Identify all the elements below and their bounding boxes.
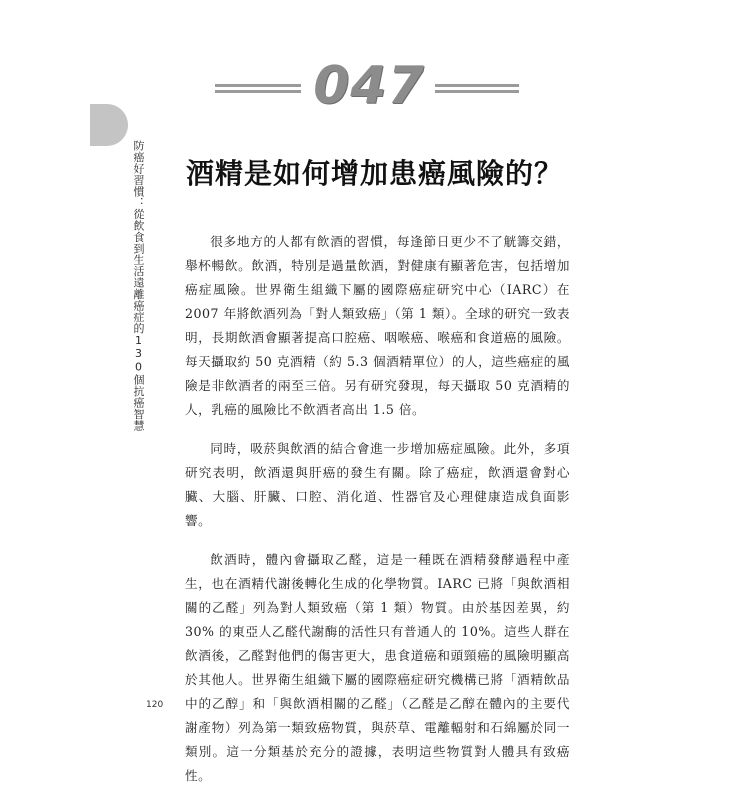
page-number: 120 [146,700,164,710]
side-tab-marker [90,104,128,146]
decorative-rule-right [435,84,519,87]
decorative-rule-right [435,90,519,93]
paragraph: 很多地方的人都有飲酒的習慣，每逢節日更少不了觥籌交錯，舉杯暢飲。飲酒，特別是過量飲酒，對健康有顯著危害，包括增加癌症風險。世界衛生組織下屬的國際癌症研究中心（IARC）在 2007 年將飲酒列為「對人類致癌」（第 1 類）。全球的研究一致表明，長期飲酒會顯著提高口腔癌、咽喉癌、喉癌和食道癌的風險。每天攝取約 50 克酒精（約 5.3 個酒精單位）的人，這些癌症的風險是非飲酒者的兩至三倍。另有研究發現，每天攝取 50 克酒精的人，乳癌的風險比不飲酒者高出 1.5 倍。 [185,234,570,417]
chapter-number-banner [215,56,520,116]
running-book-title: 防癌好習慣：從飲食到生活遠離癌症的130個抗癌智慧 [132,140,145,431]
paragraph: 同時，吸菸與飲酒的結合會進一步增加癌症風險。此外，多項研究表明，飲酒還與肝癌的發生有關。除了癌症，飲酒還會對心臟、大腦、肝臟、口腔、消化道、性器官及心理健康造成負面影響。 [185,441,570,528]
decorative-rule-left [215,84,301,87]
decorative-rule-left [215,90,301,93]
article-body [185,230,570,803]
article-title: 酒精是如何增加患癌風險的？ [186,157,564,190]
chapter-number: 047 [313,56,425,116]
paragraph: 飲酒時，體內會攝取乙醛，這是一種既在酒精發酵過程中產生，也在酒精代謝後轉化生成的化學物質。IARC 已將「與飲酒相關的乙醛」列為對人類致癌（第 1 類）物質。由於基因差異，約 30% 的東亞人乙醛代謝酶的活性只有普通人的 10%。這些人群在飲酒後，乙醛對他們的傷害更大，患食道癌和頭頸癌的風險明顯高於其他人。世界衛生組織下屬的國際癌症研究機構已將「酒精飲品中的乙醇」和「與飲酒相關的乙醛」（乙醛是乙醇在體內的主要代謝產物）列為第一類致癌物質，與菸草、電離輻射和石綿屬於同一類別。這一分類基於充分的證據，表明這些物質對人體具有致癌性。 [185,552,570,783]
